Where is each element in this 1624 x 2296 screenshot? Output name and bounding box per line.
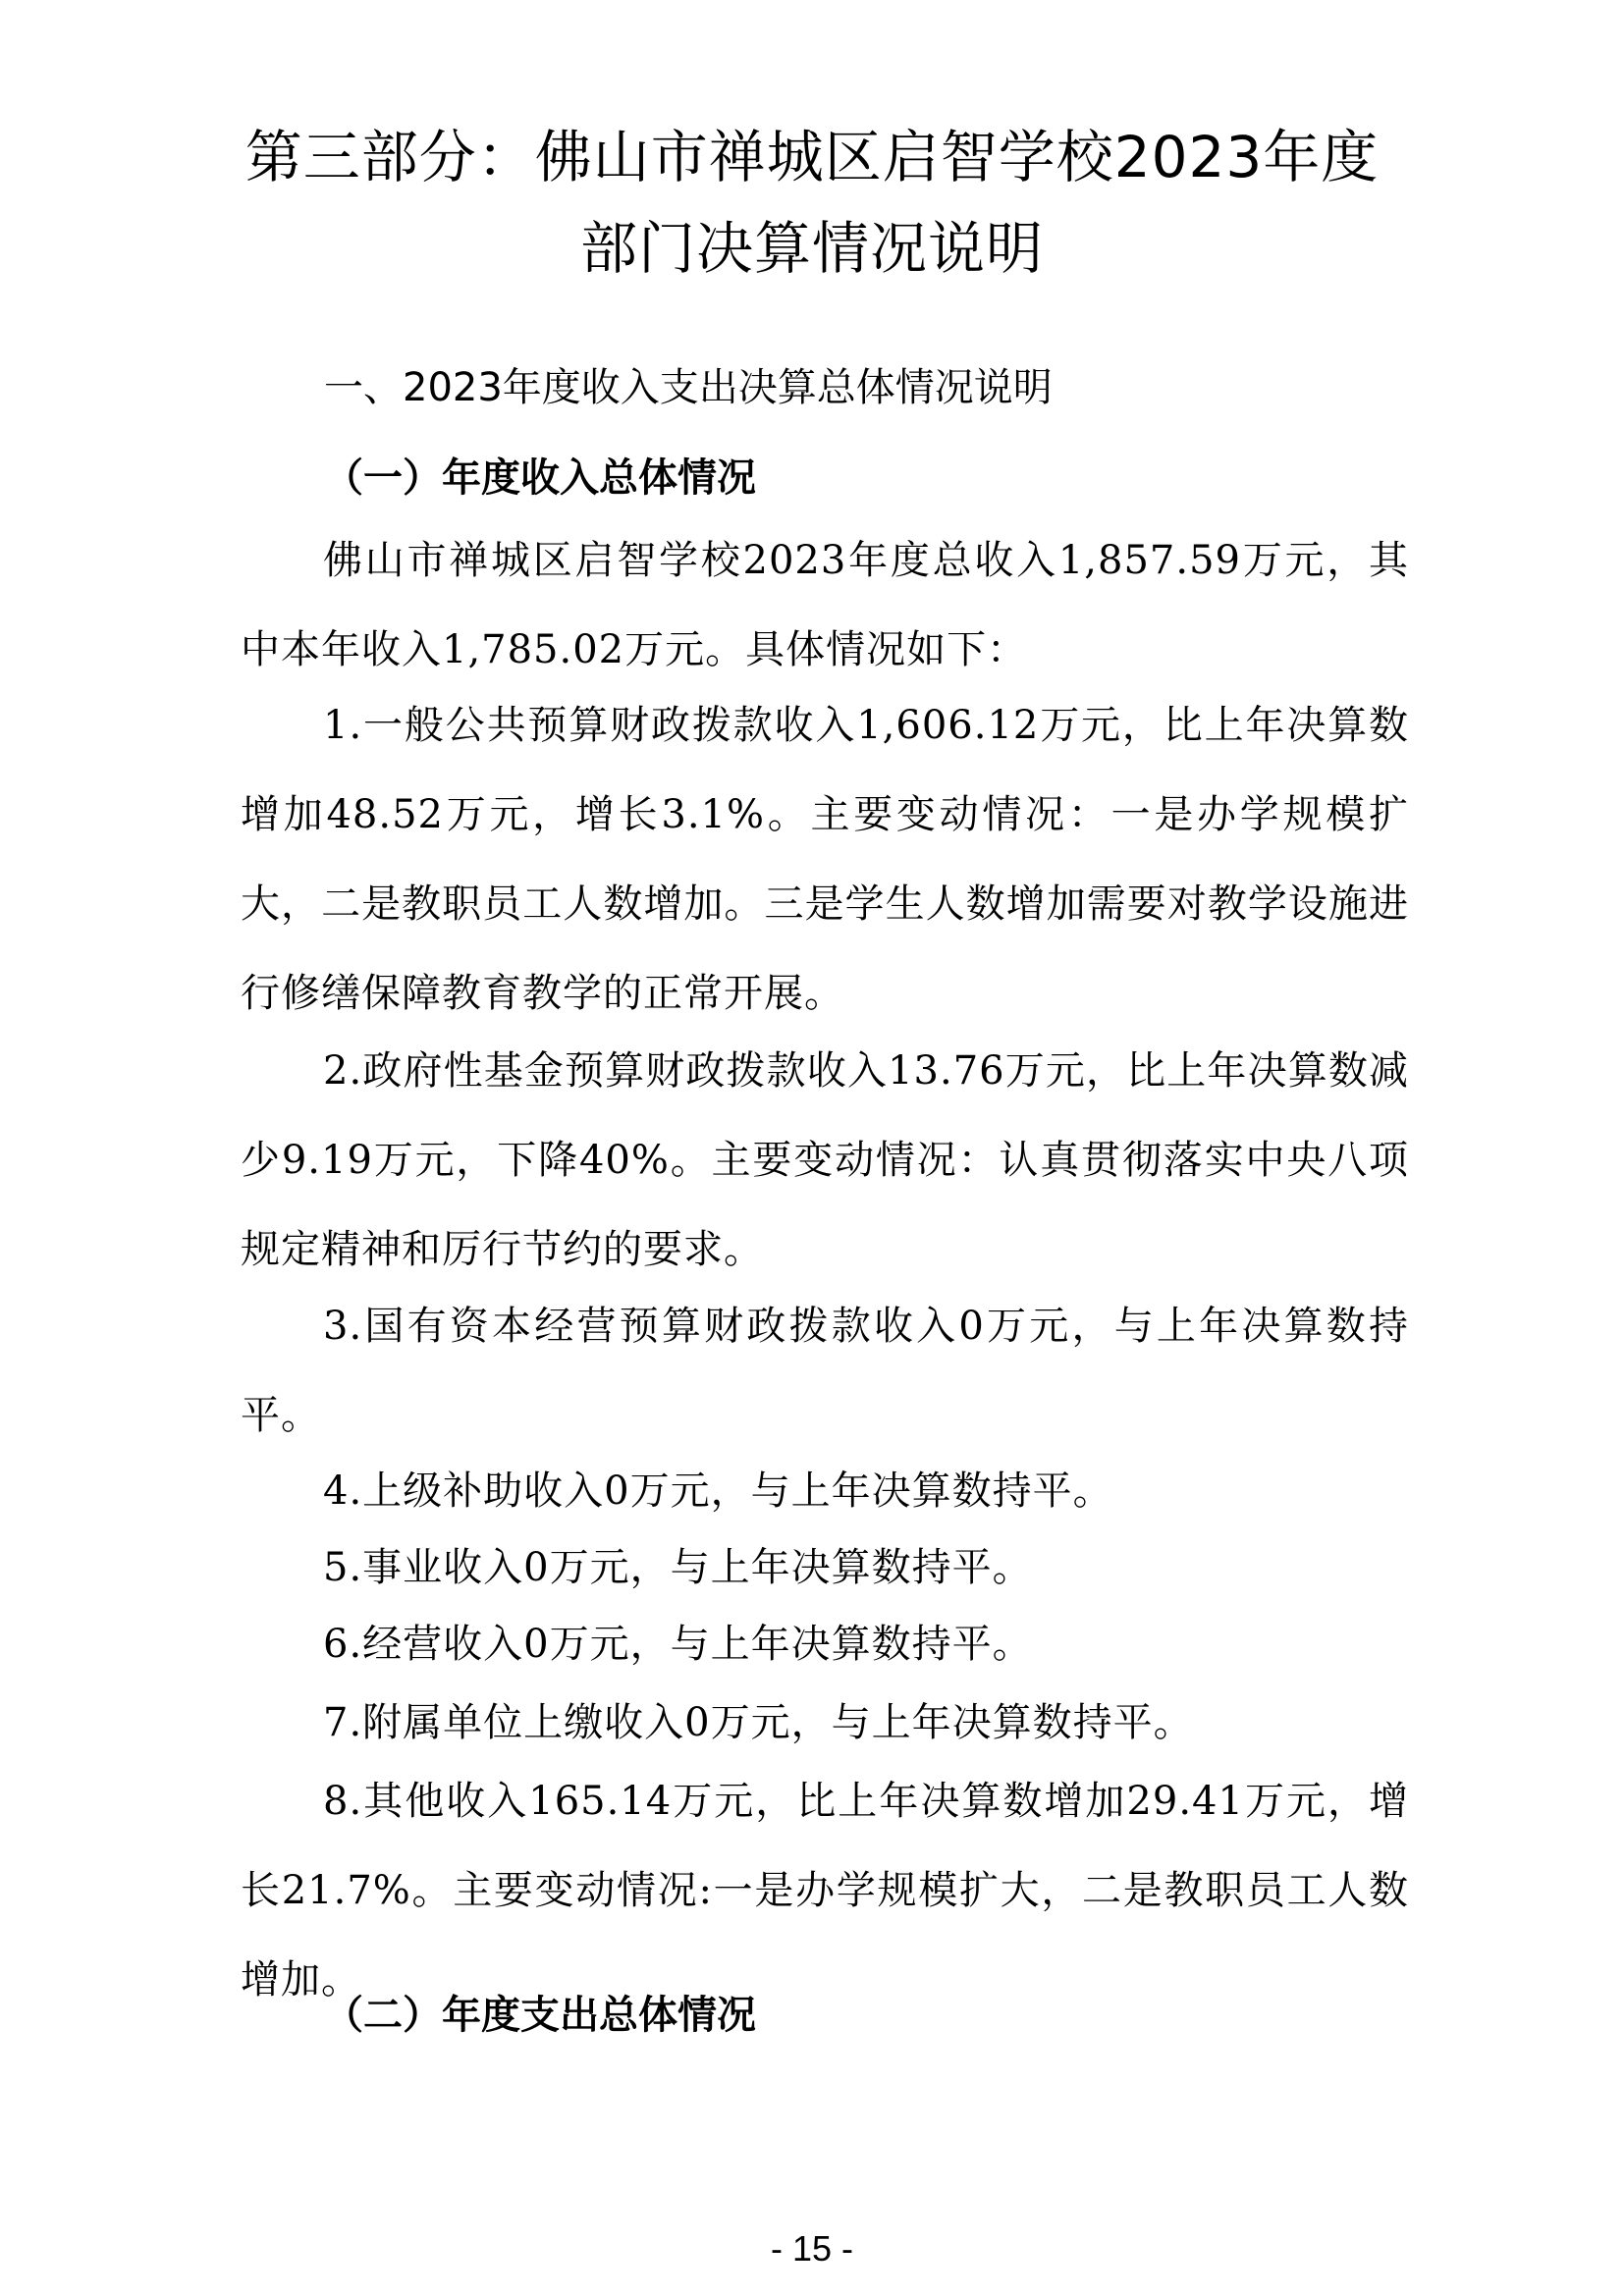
section-heading: 一、2023年度收入支出决算总体情况说明: [324, 365, 1053, 410]
paragraph-item-6: 6.经营收入0万元，与上年决算数持平。: [323, 1622, 1033, 1667]
page-number: - 15 -: [770, 2228, 854, 2269]
subsection-heading-expenditure: （二）年度支出总体情况: [324, 1993, 756, 2038]
paragraph-item-7: 7.附属单位上缴收入0万元，与上年决算数持平。: [323, 1700, 1194, 1745]
paragraph-item-5: 5.事业收入0万元，与上年决算数持平。: [323, 1545, 1033, 1590]
paragraph-income-summary: 佛山市禅城区启智学校2023年度总收入1,857.59万元，其中本年收入1,785.02万元。具体情况如下：: [241, 538, 1409, 672]
paragraph-item-1: 1.一般公共预算财政拨款收入1,606.12万元，比上年决算数增加48.52万元，增长3.1%。主要变动情况：一是办学规模扩大，二是教职员工人数增加。三是学生人数增加需要对教学设施进行修缮保障教育教学的正常开展。: [241, 703, 1409, 1016]
paragraph-item-8: 8.其他收入165.14万元，比上年决算数增加29.41万元，增长21.7%。主要变动情况:一是办学规模扩大，二是教职员工人数增加。: [241, 1779, 1409, 2002]
document-title-line-2: 部门决算情况说明: [579, 215, 1044, 282]
paragraph-item-3: 3.国有资本经营预算财政拨款收入0万元，与上年决算数持平。: [241, 1304, 1409, 1438]
paragraph-item-2: 2.政府性基金预算财政拨款收入13.76万元，比上年决算数减少9.19万元，下降40%。主要变动情况：认真贯彻落实中央八项规定精神和厉行节约的要求。: [241, 1048, 1409, 1272]
paragraph-item-4: 4.上级补助收入0万元，与上年决算数持平。: [323, 1468, 1113, 1514]
subsection-heading-income: （一）年度收入总体情况: [324, 455, 756, 501]
document-title-line-1: 第三部分：佛山市禅城区启智学校2023年度: [244, 124, 1380, 190]
